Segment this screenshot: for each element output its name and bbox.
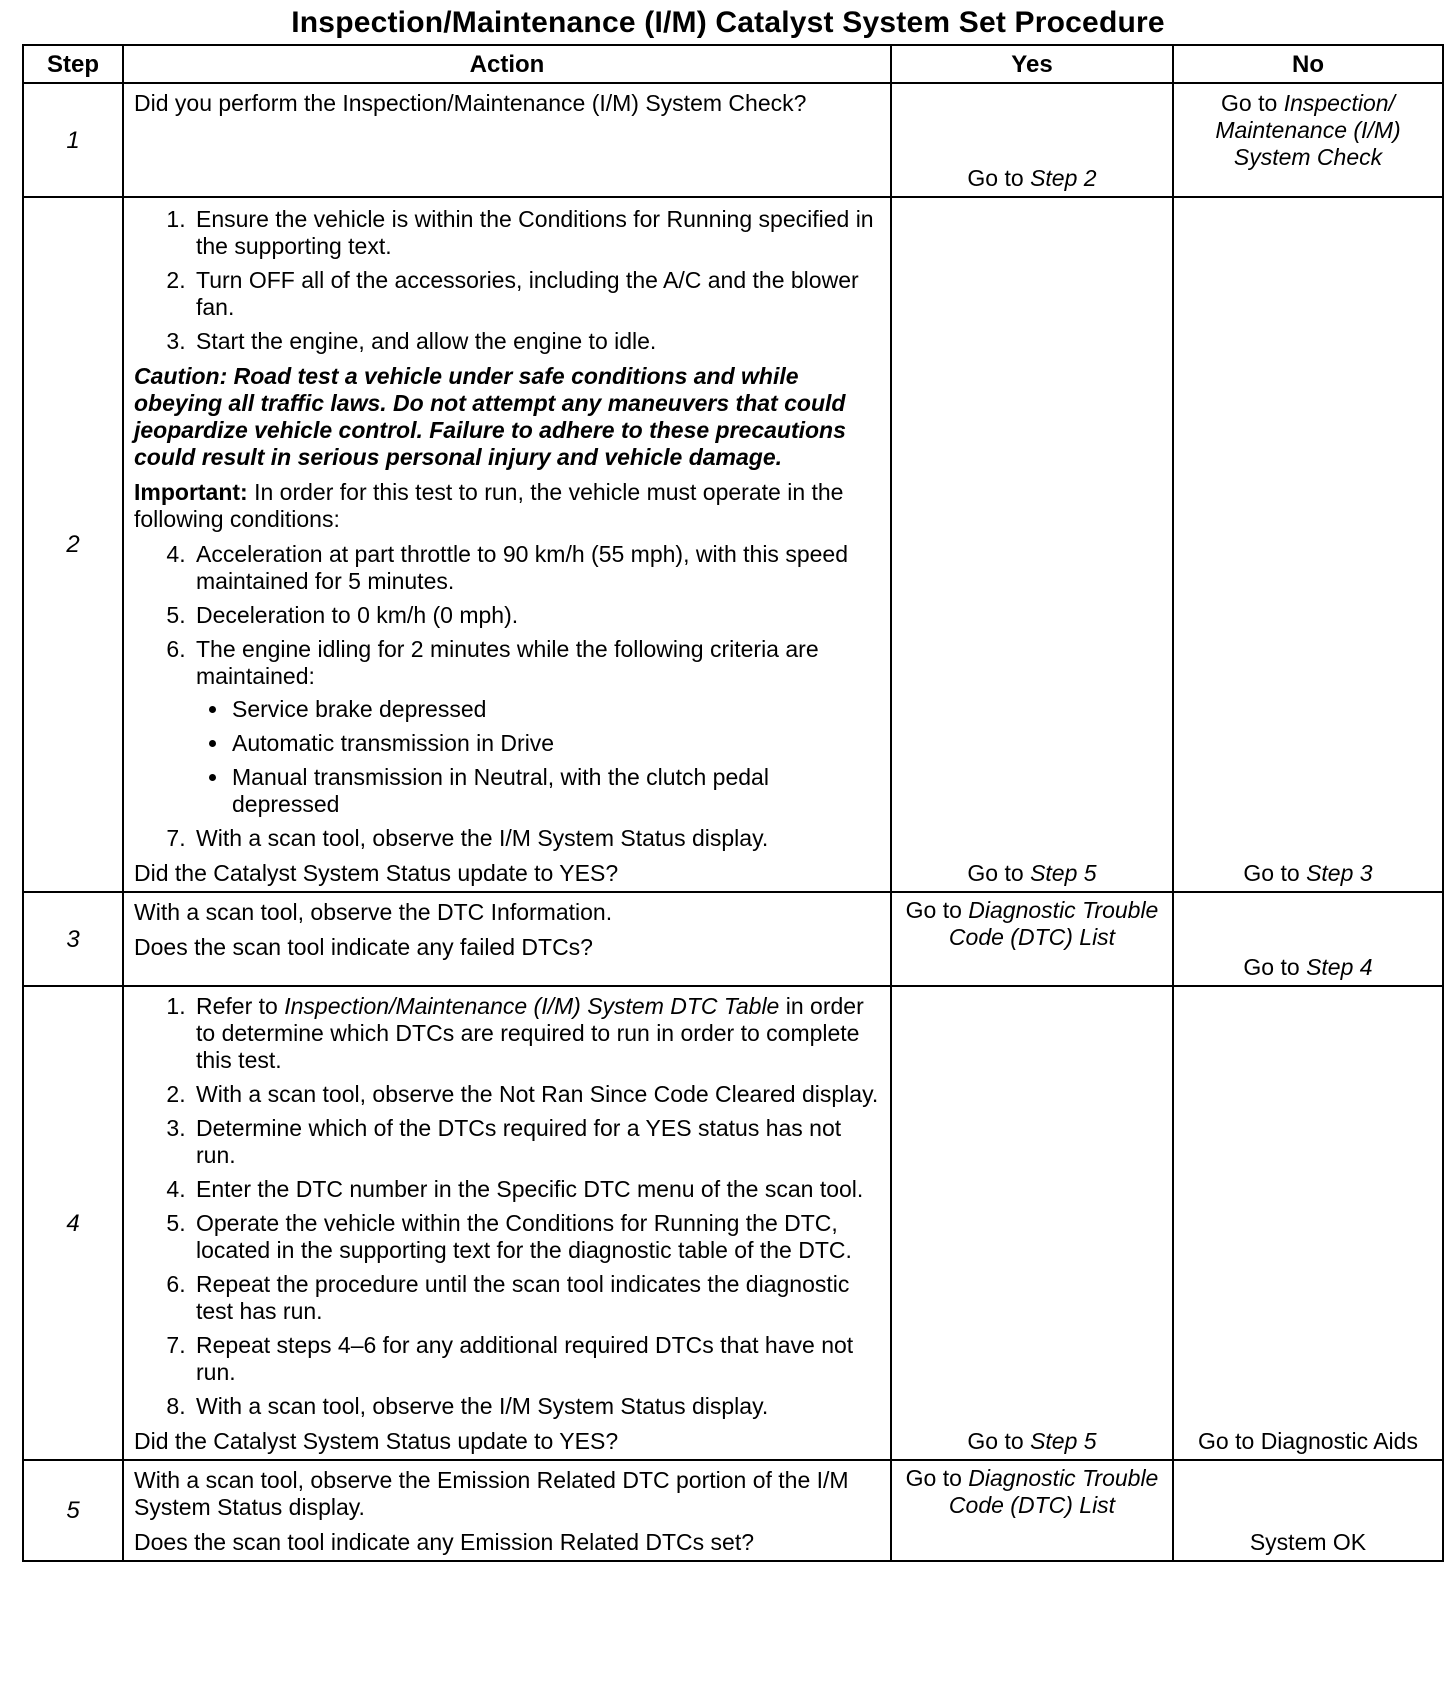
list-item: 3. Start the engine, and allow the engine to idle. bbox=[192, 328, 882, 355]
yes-cell bbox=[891, 83, 1173, 197]
list-item-text: The engine idling for 2 minutes while the following criteria are maintained: bbox=[196, 636, 819, 689]
step-number: 5 bbox=[23, 1460, 123, 1561]
step-question: Does the scan tool indicate any failed DTCs? bbox=[134, 934, 593, 960]
no-link-step-4[interactable]: Step 4 bbox=[1306, 954, 1373, 980]
table-row-step-3 bbox=[23, 892, 1443, 986]
no-link-im-system-check[interactable]: Inspection/ Maintenance (I/M) System Check bbox=[1215, 90, 1401, 170]
step-question: Does the scan tool indicate any Emission Related DTCs set? bbox=[134, 1529, 755, 1555]
yes-cell bbox=[891, 892, 1173, 986]
header-no: No bbox=[1173, 45, 1443, 83]
yes-link-step-5[interactable]: Step 5 bbox=[1030, 860, 1097, 886]
bullet-item: • Service brake depressed bbox=[230, 696, 882, 723]
list-item: 2. Turn OFF all of the accessories, including the A/C and the blower fan. bbox=[192, 267, 882, 321]
table-row-step-1 bbox=[23, 83, 1443, 197]
im-dtc-table-link[interactable]: Inspection/Maintenance (I/M) System DTC Table bbox=[284, 993, 780, 1019]
bullet-item: • Automatic transmission in Drive bbox=[230, 730, 882, 757]
list-item: 7. Repeat steps 4–6 for any additional required DTCs that have not run. bbox=[192, 1332, 882, 1386]
action-cell bbox=[123, 1460, 891, 1561]
yes-cell bbox=[891, 1460, 1173, 1561]
go-to-prefix: Go to bbox=[967, 165, 1024, 191]
list-item: 8. With a scan tool, observe the I/M System Status display. bbox=[192, 1393, 882, 1420]
page-title: Inspection/Maintenance (I/M) Catalyst System Set Procedure bbox=[291, 6, 1165, 39]
important-text: In order for this test to run, the vehicle must operate in the following conditions: bbox=[134, 479, 844, 532]
go-to-prefix: Go to bbox=[905, 897, 962, 923]
procedure-list bbox=[134, 993, 882, 1420]
header-action: Action bbox=[123, 45, 891, 83]
go-to-prefix: Go to bbox=[967, 860, 1024, 886]
go-to-prefix: Go to bbox=[1243, 860, 1300, 886]
important-note bbox=[134, 479, 882, 533]
procedure-list bbox=[134, 541, 882, 852]
no-cell bbox=[1173, 892, 1443, 986]
list-item-text: in order to determine which DTCs are required to run in order to complete this test. bbox=[196, 993, 864, 1073]
list-item: 4. Acceleration at part throttle to 90 km/h (55 mph), with this speed maintained for 5 minutes. bbox=[192, 541, 882, 595]
list-item: 5. Deceleration to 0 km/h (0 mph). bbox=[192, 602, 882, 629]
step-number: 3 bbox=[23, 892, 123, 986]
no-cell bbox=[1173, 1460, 1443, 1561]
table-header-row bbox=[23, 45, 1443, 83]
action-cell bbox=[123, 83, 891, 197]
yes-link-step-2[interactable]: Step 2 bbox=[1030, 165, 1097, 191]
yes-link-dtc-list[interactable]: Diagnostic Trouble Code (DTC) List bbox=[948, 1465, 1159, 1518]
step-instruction: With a scan tool, observe the Emission Related DTC portion of the I/M System Status display. bbox=[134, 1467, 849, 1520]
procedure-table bbox=[22, 44, 1444, 1562]
list-item: 1. Ensure the vehicle is within the Conditions for Running specified in the supporting text. bbox=[192, 206, 882, 260]
procedure-list bbox=[134, 206, 882, 355]
yes-cell bbox=[891, 197, 1173, 892]
list-item: 5. Operate the vehicle within the Conditions for Running the DTC, located in the supporting text for the diagnostic table of the DTC. bbox=[192, 1210, 882, 1264]
list-item bbox=[192, 993, 882, 1074]
step-instruction: With a scan tool, observe the DTC Information. bbox=[134, 899, 613, 925]
system-ok-text: System OK bbox=[1249, 1529, 1367, 1555]
header-step: Step bbox=[23, 45, 123, 83]
go-to-prefix: Go to bbox=[1243, 954, 1300, 980]
step-question: Did the Catalyst System Status update to YES? bbox=[134, 860, 619, 886]
go-to-prefix: Go to bbox=[905, 1465, 962, 1491]
table-row-step-4 bbox=[23, 986, 1443, 1460]
step-question: Did you perform the Inspection/Maintenance (I/M) System Check? bbox=[134, 90, 807, 116]
no-cell bbox=[1173, 83, 1443, 197]
no-link-diagnostic-aids[interactable]: Go to Diagnostic Aids bbox=[1198, 1428, 1418, 1454]
go-to-prefix: Go to bbox=[967, 1428, 1024, 1454]
action-cell bbox=[123, 986, 891, 1460]
yes-cell bbox=[891, 986, 1173, 1460]
caution-note: Caution: Road test a vehicle under safe conditions and while obeying all traffic laws. Do not attempt any maneuvers that could jeopardize vehicle control. Failure to adhere to these precautions could result in serious personal injury and vehicle damage. bbox=[134, 363, 846, 470]
list-item: 4. Enter the DTC number in the Specific DTC menu of the scan tool. bbox=[192, 1176, 882, 1203]
no-link-step-3[interactable]: Step 3 bbox=[1306, 860, 1373, 886]
go-to-prefix: Go to bbox=[1221, 90, 1278, 116]
list-item: 2. With a scan tool, observe the Not Ran Since Code Cleared display. bbox=[192, 1081, 882, 1108]
criteria-list bbox=[196, 696, 882, 818]
bullet-item: • Manual transmission in Neutral, with the clutch pedal depressed bbox=[230, 764, 882, 818]
yes-link-step-5[interactable]: Step 5 bbox=[1030, 1428, 1097, 1454]
step-number: 2 bbox=[23, 197, 123, 892]
list-item: 6. Repeat the procedure until the scan tool indicates the diagnostic test has run. bbox=[192, 1271, 882, 1325]
header-yes: Yes bbox=[891, 45, 1173, 83]
action-cell bbox=[123, 197, 891, 892]
no-cell bbox=[1173, 986, 1443, 1460]
list-item: 3. Determine which of the DTCs required for a YES status has not run. bbox=[192, 1115, 882, 1169]
important-label: Important: bbox=[134, 479, 248, 505]
yes-link-dtc-list[interactable]: Diagnostic Trouble Code (DTC) List bbox=[948, 897, 1159, 950]
list-item bbox=[192, 636, 882, 818]
step-number: 1 bbox=[23, 83, 123, 197]
step-question: Did the Catalyst System Status update to YES? bbox=[134, 1428, 619, 1454]
table-row-step-2 bbox=[23, 197, 1443, 892]
no-cell bbox=[1173, 197, 1443, 892]
list-item-text: Refer to bbox=[196, 993, 285, 1019]
list-item: 7. With a scan tool, observe the I/M System Status display. bbox=[192, 825, 882, 852]
action-cell bbox=[123, 892, 891, 986]
table-row-step-5 bbox=[23, 1460, 1443, 1561]
step-number: 4 bbox=[23, 986, 123, 1460]
